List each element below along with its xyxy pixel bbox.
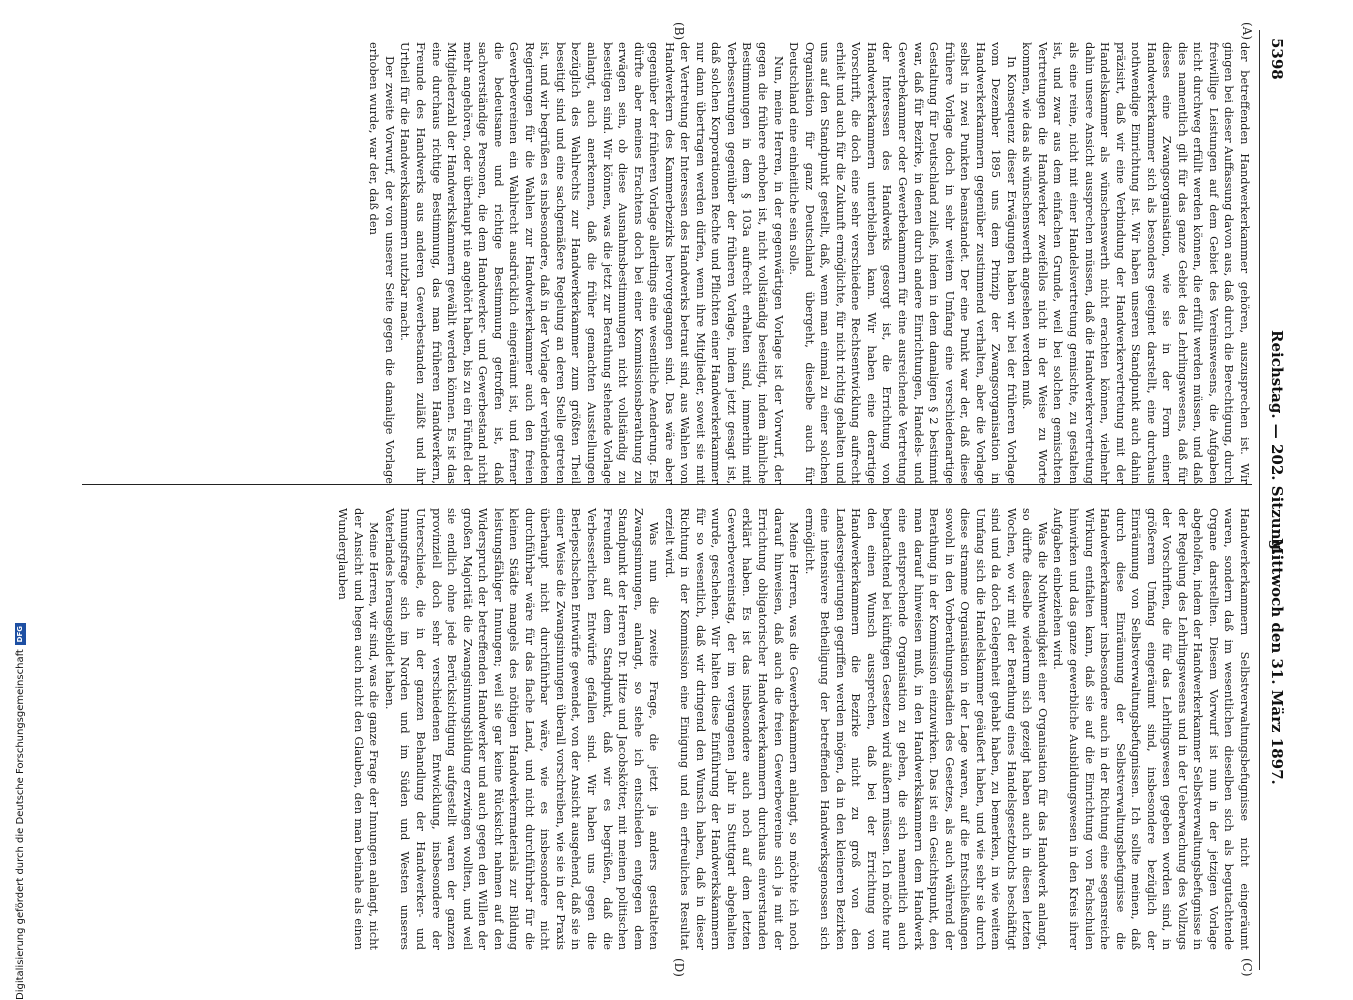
margin-mark-c: (C)	[1240, 958, 1254, 977]
header-title-left: Reichstag. — 202. Sitzung.	[1268, 330, 1286, 556]
dfg-logo-icon: DFG	[15, 623, 26, 645]
digitization-credit	[14, 580, 28, 1000]
page-number: 5398	[1268, 38, 1286, 80]
paragraph: Meine Herren, was die Gewerbekammern anlangt, so möchte ich noch darauf hinweisen, daß auch die freien Gewerbevereine sich ja mit der Errichtung obligatorischer Handwerkerkammern durchaus einverstanden erklärt haben. Es ist das insbesondere auch noch auf dem letzten Gewerbevereinstag, der im vergangenen Jahr in Stuttgart abgehalten wurde, geschehen. Wir halten diese Einführung der Handwerkskammern für so wesentlich, daß wir dringend den Wunsch haben, daß in dieser Richtung in der Kommission eine Einigung und ein erfreuliches Resultat erzielt wird.	[662, 508, 802, 950]
credit-text: Digitalisierung gefördert durch die Deutsche Forschungsgemeinschaft	[15, 649, 26, 1000]
paragraph: der betreffenden Handwerkerkammer gehören, auszusprechen ist. Wir gingen bei dieser Auffassung davon aus, daß durch die Berechtigung, durch freiwillige Leistungen auf dem Gebiet des Vereinswesens, die Aufgaben nicht durchweg erfüllt werden können, die erfüllt werden müssen, und daß dies namentlich gilt für das ganze Gebiet des Lehrlingswesens, daß für dieses eine Zwangsorganisation, wie sie in der Form einer Handwerkerkammer sich als besonders geeignet darstellt, eine durchaus nothwendige Einrichtung ist. Wir haben unseren Standpunkt auch dahin präzisirt, daß wir eine Verbindung der Handwerkervertretung mit der Handelskammer als wünschenswerth nicht erachten können, vielmehr dahin unsere Ansicht aussprechen müssen, daß die Handwerkervertretung als eine reine, nicht mit einer Handelsvertretung gemischte, zu gestalten ist, und zwar aus dem einfachen Grunde, weil bei solchen gemischten Vertretungen die Handwerker zweifellos nicht in der Weise zu Worte kommen, wie das als wünschenswerth angesehen werden muß.	[1020, 42, 1252, 484]
paragraph: Was die Nothwendigkeit einer Organisation für das Handwerk anlangt, so dürfte dieselbe wiederum sich gezeigt haben auch in diesen letzten Wochen, wo wir mit der Berathung eines Handelsgesetzbuchs beschäftigt sind und da doch Gelegenheit gehabt haben, zu bemerken, in wie weitem Umfang sich die Handelskammer geäußert haben, und wie sehr sie durch diese stramme Organisation in der Lage waren, auf die Entschließungen sowohl in den Vorberathungsstadien des Gesetzes, als auch während der Berathung in der Kommission einzuwirken. Das ist ein Gesichtspunkt, den man darauf hinweisen muß, in den Handwerkskammern dem Handwerk eine entsprechende Organisation zu geben, die sich namentlich auch begutachtend bei künftigen Gesetzen wird äußern müssen. Ich möchte nur den einen Wunsch aussprechen, daß bei der Errichtung von Handwerkerkammern die Bezirke nicht zu groß von den Landesregierungen gegriffen werden mögen, da in den kleineren Bezirken eine intensivere Betheiligung der betreffenden Handwerksgenossen sich ermöglicht.	[802, 508, 1050, 950]
paragraph: In Konsequenz dieser Erwägungen haben wir bei der früheren Vorlage vom Dezember 1895 uns dem Prinzip der Zwangsorganisation in Handwerkerkammern gegenüber zustimmend verhalten, aber die Vorlage selbst in zwei Punkten beanstandet. Der eine Punkt war der, daß diese frühere Vorlage doch in sehr weitem Umfang eine verschiedenartige Gestaltung für Deutschland zuließ, indem in dem damaligen § 2 bestimmt war, daß für Bezirke, in denen durch andere Einrichtungen, Handels- und Gewerbekammer oder Gewerbekammern für eine ausreichende Vertretung der Interessen des Handwerks gesorgt ist, die Errichtung von Handwerkerkammern unterbleiben kann. Wir haben eine derartige Vorschrift, die doch eine sehr verschiedene Rechtsentwicklung aufrecht erhielt und auch für die Zukunft ermöglichte, für nicht richtig gehalten und uns auf den Standpunkt gestellt, daß, wenn man einmal zu einer solchen Organisation für ganz Deutschland übergeht, dieselbe auch für Deutschland eine einheitliche sein solle.	[787, 42, 1019, 484]
paragraph: Handwerkerkammern Selbstverwaltungsbefugnisse nicht eingeräumt waren, sondern daß im wesentlichen dieselben sich als begutachtende Organe darstellten. Diesem Vorwurf ist nun in der jetzigen Vorlage abgeholfen, indem der Handwerkerkammer Selbstverwaltungsbefugnisse in der Regelung des Lehrlingswesens und in der Ueberwachung des Vollzugs der Vorschriften, die für das Lehrlingswesen gegeben worden sind, in größerem Umfang eingeräumt sind, insbesondere bezüglich der Einräumung von Selbstverwaltungsbefugnissen. Ich sollte meinen, daß durch diese Einräumung der Selbstverwaltungsbefugnisse die Handwerkerkammer insbesondere auch in der Richtung eine segensreiche Wirkung entfalten kann, daß sie auf die Einrichtung von Fachschulen hinwirken und das ganze gewerbliche Ausbildungswesen in den Kreis ihrer Aufgaben einbeziehen wird.	[1051, 508, 1252, 950]
margin-mark-a: (A)	[1240, 22, 1254, 41]
paragraph: Der zweite Vorwurf, der von unserer Seite gegen die damalige Vorlage erhoben wurde, war der, daß den	[367, 42, 397, 484]
column-separator	[82, 484, 1252, 485]
margin-mark-b: (B)	[672, 22, 686, 41]
running-header	[1264, 38, 1286, 968]
left-column	[366, 42, 1252, 484]
header-title-right: Mittwoch den 31. März 1897.	[1268, 538, 1286, 785]
paragraph: Meine Herren, wir sind, was die ganze Frage der Innungen anlangt, nicht der Ansicht und hegen auch nicht den Glauben, den man beinahe als einen Wunderglauben	[336, 508, 382, 950]
paragraph: Nun, meine Herren, in der gegenwärtigen Vorlage ist der Vorwurf, der gegen die frühere erhoben ist, nicht vollständig beseitigt, indem ähnliche Bestimmungen in dem § 103a aufrecht erhalten sind, immerhin mit Verbesserungen gegenüber der früheren Vorlage, indem jetzt gesagt ist, daß solchen Korporationen Rechte und Pflichten einer Handwerkerkammer nur dann übertragen werden dürfen, wenn ihre Mitglieder, soweit sie mit der Vertretung der Interessen des Handwerks betraut sind, aus Wahlen von Handwerkern des Kammerbezirks hervorgegangen sind. Das wäre aber gegenüber der früheren Vorlage allerdings eine wesentliche Aenderung. Es dürfte aber meines Erachtens doch bei einer Kommissionsberathung zu erwägen sein, ob diese Ausnahmsbestimmungen nicht vollständig zu beseitigen sind. Wir können, was die jetzt zur Berathung stehende Vorlage anlangt, auch anerkennen, daß die früher gemachten Ausstellungen bezüglich des Wahlrechts zur Handwerkerkammer zum größten Theil beseitigt sind und eine sachgemäßere Regelung an deren Stelle getreten ist, und wir begrüßen es insbesondere, daß in der Vorlage der verbündeten Regierungen für die Wahlen zur Handwerkerkammer auch den freien Gewerbevereinen ein Wahlrecht ausdrücklich eingeräumt ist, und ferner die bedeutsame und richtige Bestimmung getroffen ist, daß sachverständige Personen, die dem Handwerker- und Gewerbestand nicht mehr angehören, oder überhaupt nie angehört haben, bis zu ein Fünftel der Mitgliederzahl der Handwerkskammern gewählt werden können. Es ist das eine durchaus richtige Bestimmung, das man früheren Handwerkern, Freunde des Handwerks aus anderen Gewerbestanden zuläßt und ihr Urtheil für die Handwerkskammern nutzbar macht.	[398, 42, 786, 484]
right-column	[335, 508, 1252, 950]
margin-mark-d: (D)	[672, 958, 686, 977]
paragraph: Was nun die zweite Frage, die jetzt ja anders gestalteten Zwangsinnungen, anlangt, so stehe ich entschieden entgegen dem Standpunkt der Herren Dr. Hitze und Jacobskötter, mit meinen politischen Freunden auf dem Standpunkt, daß wir es begrüßen, daß die Verbesserlichen Entwürfe gefallen sind. Wir haben uns gegen die Berlepschschen Entwürfe gewendet, von der Ansicht ausgehend, daß sie in einer Weise die Zwangsinnungen überall vorschreiben, wie sie in der Praxis überhaupt nicht durchführbar wäre, wie es insbesondere nicht durchführbar wäre für das flache Land, und nicht durchführbar für die kleinen Städte mangels des nöthigen Handwerkermaterials zur Bildung leistungsfähiger Innungen; weil sie gar keine Rücksicht nahmen auf den Widerspruch der betreffenden Handwerker und auch gegen den Willen der großen Majorität die Zwangsinnungsbildung erzwingen wollten, und weil sie endlich ohne jede Berücksichtigung aufgestellt waren der ganzen provinziell doch sehr verschiedenen Entwicklung, insbesondere der Unterschiede, die in der ganzen Behandlung der Handwerker- und Innungsfrage sich im Norden und im Süden und Westen unseres Vaterlandes herausgebildet haben.	[382, 508, 662, 950]
header-rule	[1259, 30, 1260, 970]
